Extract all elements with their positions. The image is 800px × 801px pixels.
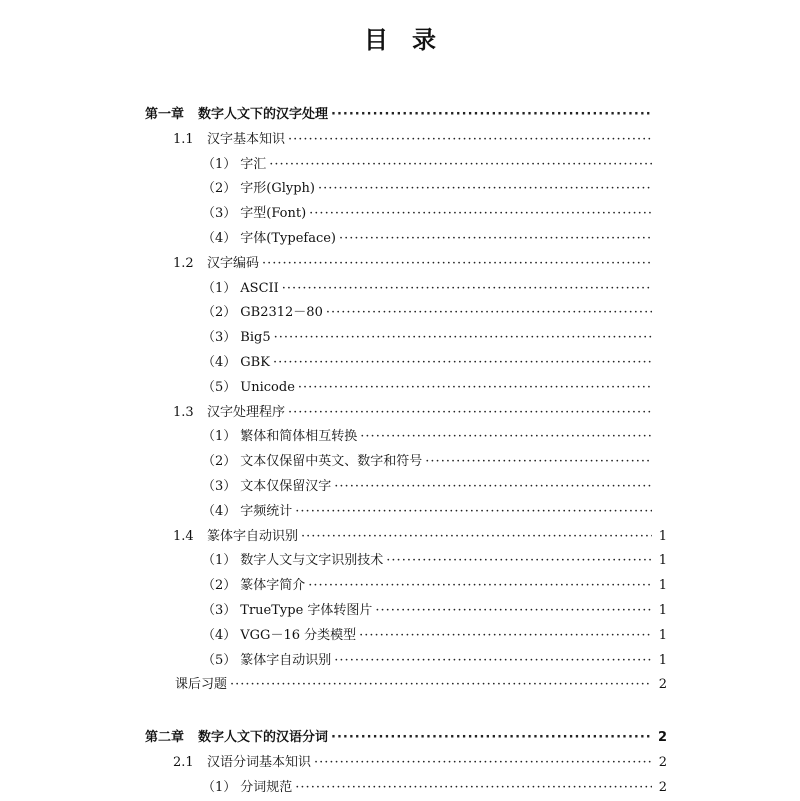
table-of-contents xyxy=(145,103,667,801)
item-number: （4） xyxy=(202,503,237,519)
dot-leader xyxy=(308,574,652,599)
page-number: 2 xyxy=(658,754,667,770)
toc-item[interactable] xyxy=(145,425,667,450)
item-title: 字体(Typeface) xyxy=(240,230,336,246)
item-number: （1） xyxy=(202,429,237,445)
item-title: GBK xyxy=(240,354,270,370)
dot-leader xyxy=(360,425,652,450)
dot-leader xyxy=(334,649,652,674)
toc-item[interactable] xyxy=(145,450,667,475)
toc-chapter[interactable] xyxy=(145,726,667,751)
toc-item[interactable] xyxy=(145,475,667,500)
item-number: （3） xyxy=(202,478,237,494)
item-title: ASCII xyxy=(240,280,279,296)
dot-leader xyxy=(386,549,652,574)
item-number: （2） xyxy=(202,578,237,594)
dot-leader xyxy=(230,673,652,698)
item-number: （1） xyxy=(202,553,237,569)
dot-leader xyxy=(288,128,652,153)
toc-item[interactable] xyxy=(145,500,667,525)
toc-section[interactable] xyxy=(145,525,667,550)
chapter-number: 第一章 xyxy=(145,107,185,122)
toc-item[interactable] xyxy=(145,153,667,178)
dot-leader xyxy=(331,103,652,128)
item-number: （4） xyxy=(202,230,237,246)
toc-item[interactable] xyxy=(145,326,667,351)
item-title: 篆体字自动识别 xyxy=(240,652,332,668)
item-title: 字型(Font) xyxy=(240,206,307,222)
toc-exercises[interactable] xyxy=(145,673,667,698)
item-title: Unicode xyxy=(240,379,295,395)
toc-item[interactable] xyxy=(145,649,667,674)
toc-item[interactable] xyxy=(145,376,667,401)
item-title: 字频统计 xyxy=(240,503,293,519)
toc-item[interactable] xyxy=(145,776,667,801)
item-title: TrueType 字体转图片 xyxy=(240,602,373,618)
item-title: VGG－16 分类模型 xyxy=(240,627,357,643)
toc-item[interactable] xyxy=(145,624,667,649)
dot-leader xyxy=(295,500,652,525)
item-number: （1） xyxy=(202,779,237,795)
dot-leader xyxy=(334,475,652,500)
item-title: 分词规范 xyxy=(240,779,293,795)
page-number: 1 xyxy=(658,528,667,544)
section-title: 汉语分词基本知识 xyxy=(207,754,312,770)
section-number: 1.1 xyxy=(173,131,194,147)
toc-item[interactable] xyxy=(145,351,667,376)
section-number: 1.4 xyxy=(173,528,194,544)
item-title: 数字人文与文字识别技术 xyxy=(240,553,384,569)
chapter-number: 第二章 xyxy=(145,730,185,746)
page-number: 1 xyxy=(658,578,667,594)
item-title: 字汇 xyxy=(240,156,267,172)
toc-item[interactable] xyxy=(145,177,667,202)
dot-leader xyxy=(301,525,652,550)
item-number: （3） xyxy=(202,206,237,222)
item-number: （1） xyxy=(202,280,237,296)
dot-leader xyxy=(273,351,652,376)
toc-item[interactable] xyxy=(145,549,667,574)
section-number: 1.3 xyxy=(173,404,194,420)
toc-chapter[interactable] xyxy=(145,103,667,128)
page-number: 1 xyxy=(658,652,667,668)
dot-leader xyxy=(295,776,652,801)
dot-leader xyxy=(339,227,652,252)
dot-leader xyxy=(269,153,652,178)
toc-item[interactable] xyxy=(145,277,667,302)
item-number: （4） xyxy=(202,354,237,370)
section-number: 1.2 xyxy=(173,255,194,271)
page-number: 2 xyxy=(658,677,667,693)
toc-item[interactable] xyxy=(145,202,667,227)
item-number: （5） xyxy=(202,652,237,668)
dot-leader xyxy=(288,401,652,426)
dot-leader xyxy=(331,726,652,751)
item-number: （2） xyxy=(202,454,237,470)
toc-item[interactable] xyxy=(145,574,667,599)
section-title: 汉字基本知识 xyxy=(207,131,286,147)
item-title: 字形(Glyph) xyxy=(240,181,316,197)
section-number: 2.1 xyxy=(173,754,194,770)
item-title: Big5 xyxy=(240,330,271,346)
item-number: （4） xyxy=(202,627,237,643)
dot-leader xyxy=(425,450,652,475)
section-title: 汉字编码 xyxy=(207,255,260,271)
toc-section[interactable] xyxy=(145,751,667,776)
exercises-title: 课后习题 xyxy=(175,677,228,693)
page-number: 1 xyxy=(658,553,667,569)
dot-leader xyxy=(262,252,652,277)
toc-item[interactable] xyxy=(145,599,667,624)
toc-section[interactable] xyxy=(145,401,667,426)
chapter-title: 数字人文下的汉语分词 xyxy=(198,730,329,746)
toc-item[interactable] xyxy=(145,301,667,326)
dot-leader xyxy=(375,599,652,624)
item-title: 篆体字简介 xyxy=(240,578,306,594)
section-title: 汉字处理程序 xyxy=(207,404,286,420)
page-number: 2 xyxy=(657,730,667,746)
page-number: 1 xyxy=(658,627,667,643)
item-number: （5） xyxy=(202,379,237,395)
item-title: 文本仅保留中英文、数字和符号 xyxy=(240,454,423,470)
dot-leader xyxy=(309,202,652,227)
dot-leader xyxy=(282,277,652,302)
section-title: 篆体字自动识别 xyxy=(207,528,299,544)
dot-leader xyxy=(298,376,652,401)
item-title: 繁体和简体相互转换 xyxy=(240,429,358,445)
item-number: （3） xyxy=(202,330,237,346)
item-title: 文本仅保留汉字 xyxy=(240,478,332,494)
toc-section[interactable] xyxy=(145,128,667,153)
page-number: 2 xyxy=(658,779,667,795)
dot-leader xyxy=(318,177,652,202)
item-number: （2） xyxy=(202,181,237,197)
page-number: 1 xyxy=(658,602,667,618)
chapter-spacer xyxy=(145,698,667,726)
dot-leader xyxy=(274,326,652,351)
toc-item[interactable] xyxy=(145,227,667,252)
dot-leader xyxy=(314,751,652,776)
toc-section[interactable] xyxy=(145,252,667,277)
chapter-title: 数字人文下的汉字处理 xyxy=(198,107,329,122)
item-number: （3） xyxy=(202,602,237,618)
dot-leader xyxy=(326,301,652,326)
item-number: （1） xyxy=(202,156,237,172)
item-title: GB2312－80 xyxy=(240,305,323,321)
item-number: （2） xyxy=(202,305,237,321)
dot-leader xyxy=(359,624,652,649)
page-title: 目 录 xyxy=(364,26,436,54)
